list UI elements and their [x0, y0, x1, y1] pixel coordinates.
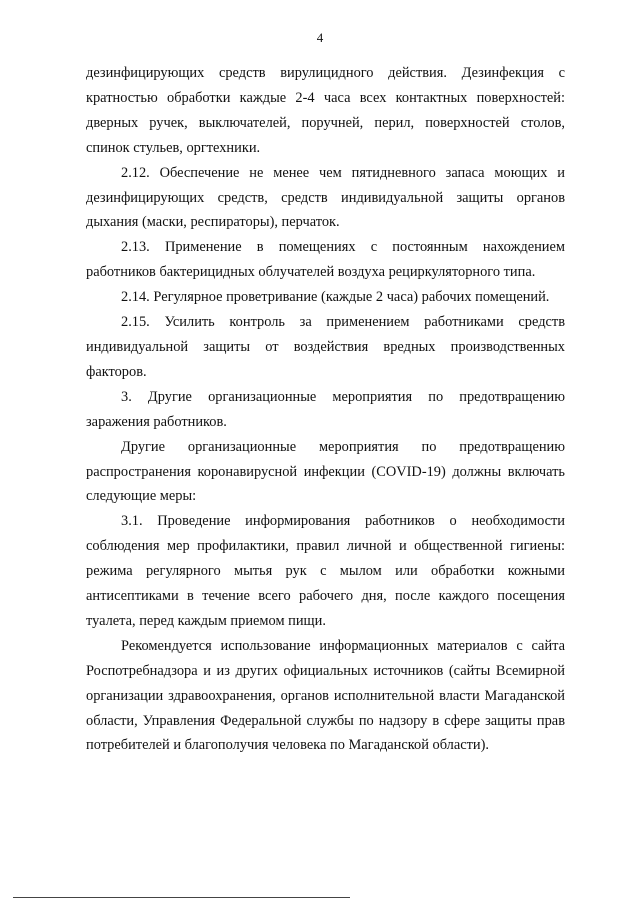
paragraph-2-13: 2.13. Применение в помещениях с постоянным нахождением работников бактерицидных облучателей воздуха рециркуляторного типа.: [86, 239, 565, 281]
document-body: [86, 61, 565, 758]
paragraph-2-14: 2.14. Регулярное проветривание (каждые 2 часа) рабочих помещений.: [121, 289, 550, 306]
footer-rule: [13, 897, 350, 898]
section-3-heading: 3. Другие организационные мероприятия по предотвращению заражения работников.: [86, 388, 565, 430]
paragraph-disinfection-continued: дезинфицирующих средств вирулицидного действия. Дезинфекция с кратностью обработки каждые 2-4 часа всех контактных поверхностей: дверных ручек, выключателей, поручней, перил, поверхностей столов, спинок стульев, оргтехники.: [86, 65, 565, 156]
paragraph-recommendation: Рекомендуется использование информационных материалов с сайта Роспотребнадзора и из других официальных источников (сайты Всемирной организации здравоохранения, органов исполнительной власти Магаданской области, Управления Федеральной службы по надзору в сфере защиты прав потребителей и благополучия человека по Магаданской области).: [86, 637, 565, 754]
paragraph-section-3-intro: Другие организационные мероприятия по предотвращению распространения коронавирусной инфекции (COVID-19) должны включать следующие меры:: [86, 438, 565, 505]
paragraph-2-15: 2.15. Усилить контроль за применением работниками средств индивидуальной защиты от воздействия вредных производственных факторов.: [86, 314, 565, 380]
page-number: 4: [316, 30, 324, 45]
paragraph-2-12: 2.12. Обеспечение не менее чем пятидневного запаса моющих и дезинфицирующих средств, средств индивидуальной защиты органов дыхания (маски, респираторы), перчаток.: [86, 164, 565, 231]
paragraph-3-1: 3.1. Проведение информирования работников о необходимости соблюдения мер профилактики, правил личной и общественной гигиены: режима регулярного мытья рук с мылом или обработки кожными антисептиками в течение всего рабочего дня, после каждого посещения туалета, перед каждым приемом пищи.: [86, 513, 565, 629]
